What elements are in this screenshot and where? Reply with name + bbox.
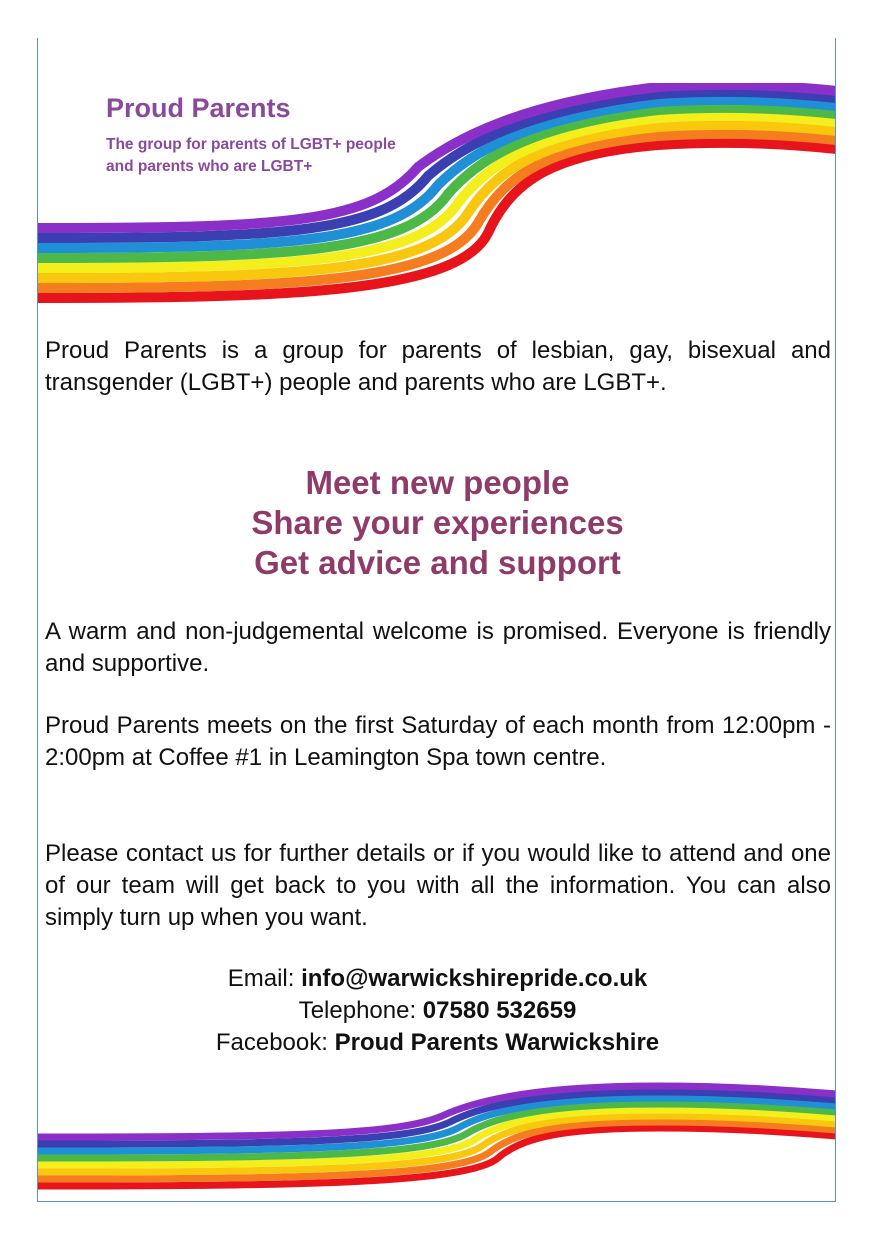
email-line xyxy=(38,963,836,995)
contact-paragraph: Please contact us for further details or if you would like to attend and one of our team will get back to you with all the information. You can also simply turn up when you want. xyxy=(45,840,831,931)
slogan-line: Meet new people xyxy=(305,464,570,501)
slogan-line: Share your experiences xyxy=(251,504,624,541)
facebook-link[interactable]: Proud Parents Warwickshire xyxy=(334,1029,660,1056)
slogan-line: Get advice and support xyxy=(254,544,621,581)
email-link[interactable]: info@warwickshirepride.co.uk xyxy=(301,965,648,992)
header-subtitle xyxy=(106,134,506,178)
header-subtitle-line1: The group for parents of LGBT+ people xyxy=(106,136,396,153)
rainbow-wave-bottom xyxy=(38,1078,836,1198)
contact-details xyxy=(38,963,836,1059)
facebook-line xyxy=(38,1027,836,1059)
email-label: Email: xyxy=(227,965,295,992)
header-subtitle-line2: and parents who are LGBT+ xyxy=(106,158,313,175)
facebook-label: Facebook: xyxy=(215,1029,328,1056)
telephone-line xyxy=(38,995,836,1027)
meeting-paragraph: Proud Parents meets on the first Saturday of each month from 12:00pm - 2:00pm at Coffee #1 in Leamington Spa town centre. xyxy=(45,712,831,771)
flyer-page xyxy=(37,38,836,1202)
telephone-link[interactable]: 07580 532659 xyxy=(422,997,577,1024)
welcome-paragraph: A warm and non-judgemental welcome is promised. Everyone is friendly and supportive. xyxy=(45,618,831,677)
intro-paragraph: Proud Parents is a group for parents of lesbian, gay, bisexual and transgender (LGBT+) people and parents who are LGBT+. xyxy=(45,337,831,396)
telephone-label: Telephone: xyxy=(298,997,417,1024)
header-title: Proud Parents xyxy=(106,93,291,123)
slogan-block xyxy=(38,463,836,583)
